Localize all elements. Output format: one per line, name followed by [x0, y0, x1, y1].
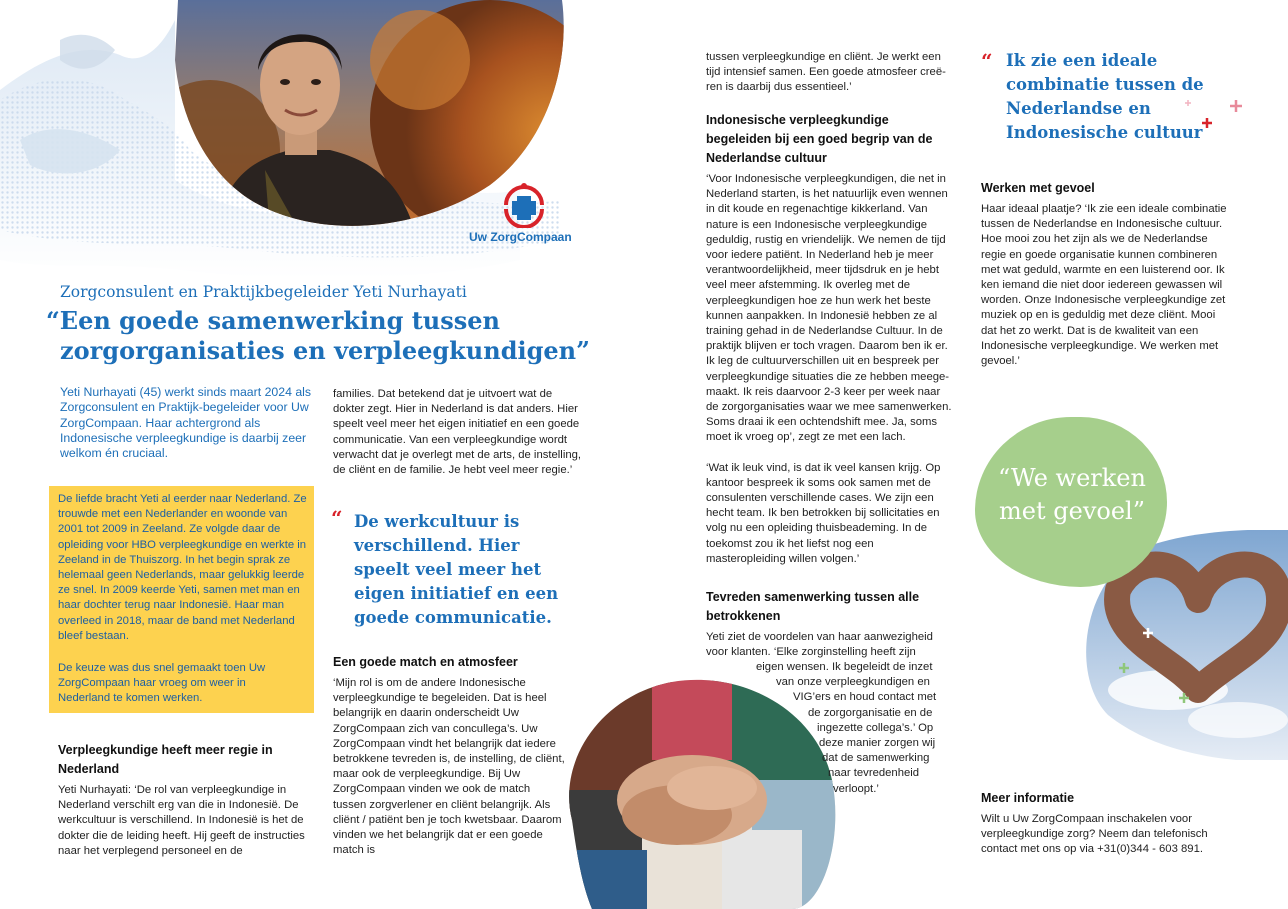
- quote-mark-icon: “: [331, 506, 343, 530]
- section-heading-begrip: Indonesische verpleegkundige begeleiden bij een goed begrip van de Nederlandse cultuur: [706, 113, 933, 165]
- section-text-regie: Yeti Nurhayati: ‘De rol van verpleegkundige in Nederland verschilt erg van die in Indonesië. De werkcultuur is verschillend. In Indonesië is het de dokter die de leiding heeft. Hij geeft de instructies naar het verplegend personeel en de: [58, 784, 305, 857]
- yellow-box-paragraph-1: De liefde bracht Yeti al eerder naar Nederland. Ze trouwde met een Nederlander en woonde van 2001 tot 2009 in Zeeland. Ze volgde daar de opleiding voor HBO verpleegkundige en werkte in Zeeland in de Thuiszorg. In het begin sprak ze helemaal geen Nederlands, maar gelukkig leerde ze snel. In 2009 keerde Yeti, samen met man en haar dochter terug naar Indonesië. Haar man overleed in 2018, maar de band met Nederland bleef bestaan.: [58, 493, 307, 642]
- tevreden-line: verloopt.’: [833, 782, 879, 795]
- col3-text-top: tussen verpleegkundige en cliënt. Je werkt een tijd intensief samen. Een goede atmosfeer creë-ren is daarbij dus essentieel.’: [706, 51, 946, 94]
- brand-logo: [469, 182, 594, 246]
- begrip-paragraph-1: ‘Voor Indonesische verpleegkundigen, die net in Nederland starten, is het natuurlijk even wennen in dit koude en regenachtige kikkerland. Van nature is een Indonesische verpleegkundige geduldig, rustig en vriendelijk. We nemen de tijd voor iedere patiënt. In Nederland heb je meer verantwoordelijkheid, meer tijdsdruk en je hebt veel meer afstemming. Ik overleg met de verpleegkundigen hoe ze hun werk het beste kunnen aanpakken. In Indonesië hebben ze al training gehad in de Nederlandse Cultuur. In de praktijk blijven er toch vragen. Daarom ben ik er. Ik leg de cultuurverschillen uit en bespreek per verpleegkundige situaties die ze hebben meege-maakt. Ik reis daarvoor 2-3 keer per week naar de zorgorganisaties waar we mee samenwerken. Soms draai ik een ochtendshift mee. Ja, soms moet ik vroeg op’, zegt ze met een lach.: [706, 173, 952, 444]
- section-heading-gevoel: Werken met gevoel: [981, 181, 1095, 195]
- tevreden-text-wrapped: [706, 660, 956, 797]
- tevreden-line: deze manier zorgen wij: [819, 737, 936, 750]
- tevreden-line: VIG’ers en houd contact met: [793, 691, 937, 704]
- tevreden-text-intro: Yeti ziet de voordelen van haar aanwezigheid voor klanten. ‘Elke zorginstelling heeft zijn: [706, 631, 933, 659]
- section-text-meer-info: Wilt u Uw ZorgCompaan inschakelen voor verpleegkundige zorg? Neem dan telefonisch contact met ons op via +31(0)344 - 603 891.: [981, 813, 1208, 856]
- page-title: [46, 306, 646, 366]
- pullquote-werkcultuur: De werkcultuur is verschillend. Hier speelt veel meer het eigen initiatief en een goede communicatie.: [354, 512, 559, 627]
- green-quote-text: [982, 462, 1162, 528]
- begrip-paragraph-2: ‘Wat ik leuk vind, is dat ik veel kansen krijg. Op kantoor bespreek ik soms ook samen met de consulenten verschillende cases. We zijn een hecht team. Ik ben betrokken bij sollicitaties en volg nu een opleiding thuisbeademing. In de toekomst zou ik het liefst nog een masteropleiding willen volgen.’: [706, 461, 941, 565]
- sparkle-plus-icon: [1180, 96, 1250, 136]
- tevreden-line: de zorgorganisatie en de: [808, 706, 933, 719]
- logo-cross-icon: [496, 182, 552, 228]
- green-quote-line-1: “We werken: [998, 464, 1146, 492]
- section-text-gevoel: Haar ideaal plaatje? ‘Ik zie een ideale combinatie tussen de Nederlandse en Indonesische cultuur. Hoe mooi zou het zijn als we de Nederlandse regie en goede organisatie kunnen combineren met wat geduld, warmte en een luisterend oor. Ik ken iemand die niet door iedereen gewassen wil worden. Onze Indonesische verpleegkundige zet muziek op en is geduldig met deze cliënt. Mooi dat het zo werkt. Dat is de kwaliteit van een Indonesische verpleegkundige. We werken met gevoel.’: [981, 203, 1227, 368]
- section-heading-regie: Verpleegkundige heeft meer regie in Nederland: [58, 743, 273, 776]
- page-title-line-1: “Een goede samenwerking tussen: [46, 306, 500, 335]
- yellow-box-paragraph-2: De keuze was dus snel gemaakt toen Uw ZorgCompaan haar vroeg om weer in Nederland te komen werken.: [58, 662, 266, 705]
- tevreden-line: van onze verpleegkundigen en: [776, 676, 930, 689]
- section-heading-tevreden: Tevreden samenwerking tussen alle betrokkenen: [706, 590, 920, 623]
- quote-mark-icon: “: [981, 49, 993, 73]
- tevreden-line: ingezette collega’s.’ Op: [817, 721, 934, 734]
- article-kicker: Zorgconsulent en Praktijkbegeleider Yeti Nurhayati: [60, 283, 467, 301]
- page-title-line-2: zorgorganisaties en verpleegkundigen”: [60, 336, 590, 365]
- tevreden-line: eigen wensen. Ik begeleidt de inzet: [756, 661, 933, 673]
- tevreden-line: naar tevredenheid: [828, 767, 920, 780]
- green-quote-line-2: met gevoel”: [999, 497, 1145, 525]
- section-text-match: ‘Mijn rol is om de andere Indonesische verpleegkundige te begeleiden. Dat is heel belangrijk en daarin onderscheidt Uw ZorgCompaan zich van concullega’s. Uw ZorgCompaan vindt het belangrijk dat iedere betrokkene tevreden is, de instelling, de cliënt, maar ook de verpleegkundige. Bij Uw ZorgCompaan vinden we ook de match tussen zorgverlener en cliënt belangrijk. Als cliënt / patiënt ben je toch kwetsbaar. Daarom vinden we het belangrijk dat er een goede match is: [333, 677, 565, 857]
- intro-paragraph: Yeti Nurhayati (45) werkt sinds maart 2024 als Zorgconsulent en Praktijk-begeleider voor Uw ZorgCompaan. Haar achtergrond als Indonesische verpleegkundige is daarbij zeer welkom én cruciaal.: [60, 385, 312, 461]
- tevreden-line: dat de samenwerking: [822, 752, 930, 765]
- pullquote-ideale-combinatie: Ik zie een ideale combinatie tussen de Nederlandse en Indonesische cultuur: [1006, 51, 1204, 142]
- section-heading-match: Een goede match en atmosfeer: [333, 655, 518, 669]
- logo-text: Uw ZorgCompaan: [469, 230, 572, 244]
- section-heading-meer-info: Meer informatie: [981, 791, 1075, 805]
- col2-text-top: families. Dat betekend dat je uitvoert wat de dokter zegt. Hier in Nederland is dat anders. Hier speelt veel meer het eigen initiatief en een goede communicatie. Van een verpleegkundige wordt verwacht dat je overlegt met de arts, de instelling, de cliënt en de familie. Je hebt veel meer regie.’: [333, 388, 582, 477]
- section-text-begrip: [706, 172, 954, 582]
